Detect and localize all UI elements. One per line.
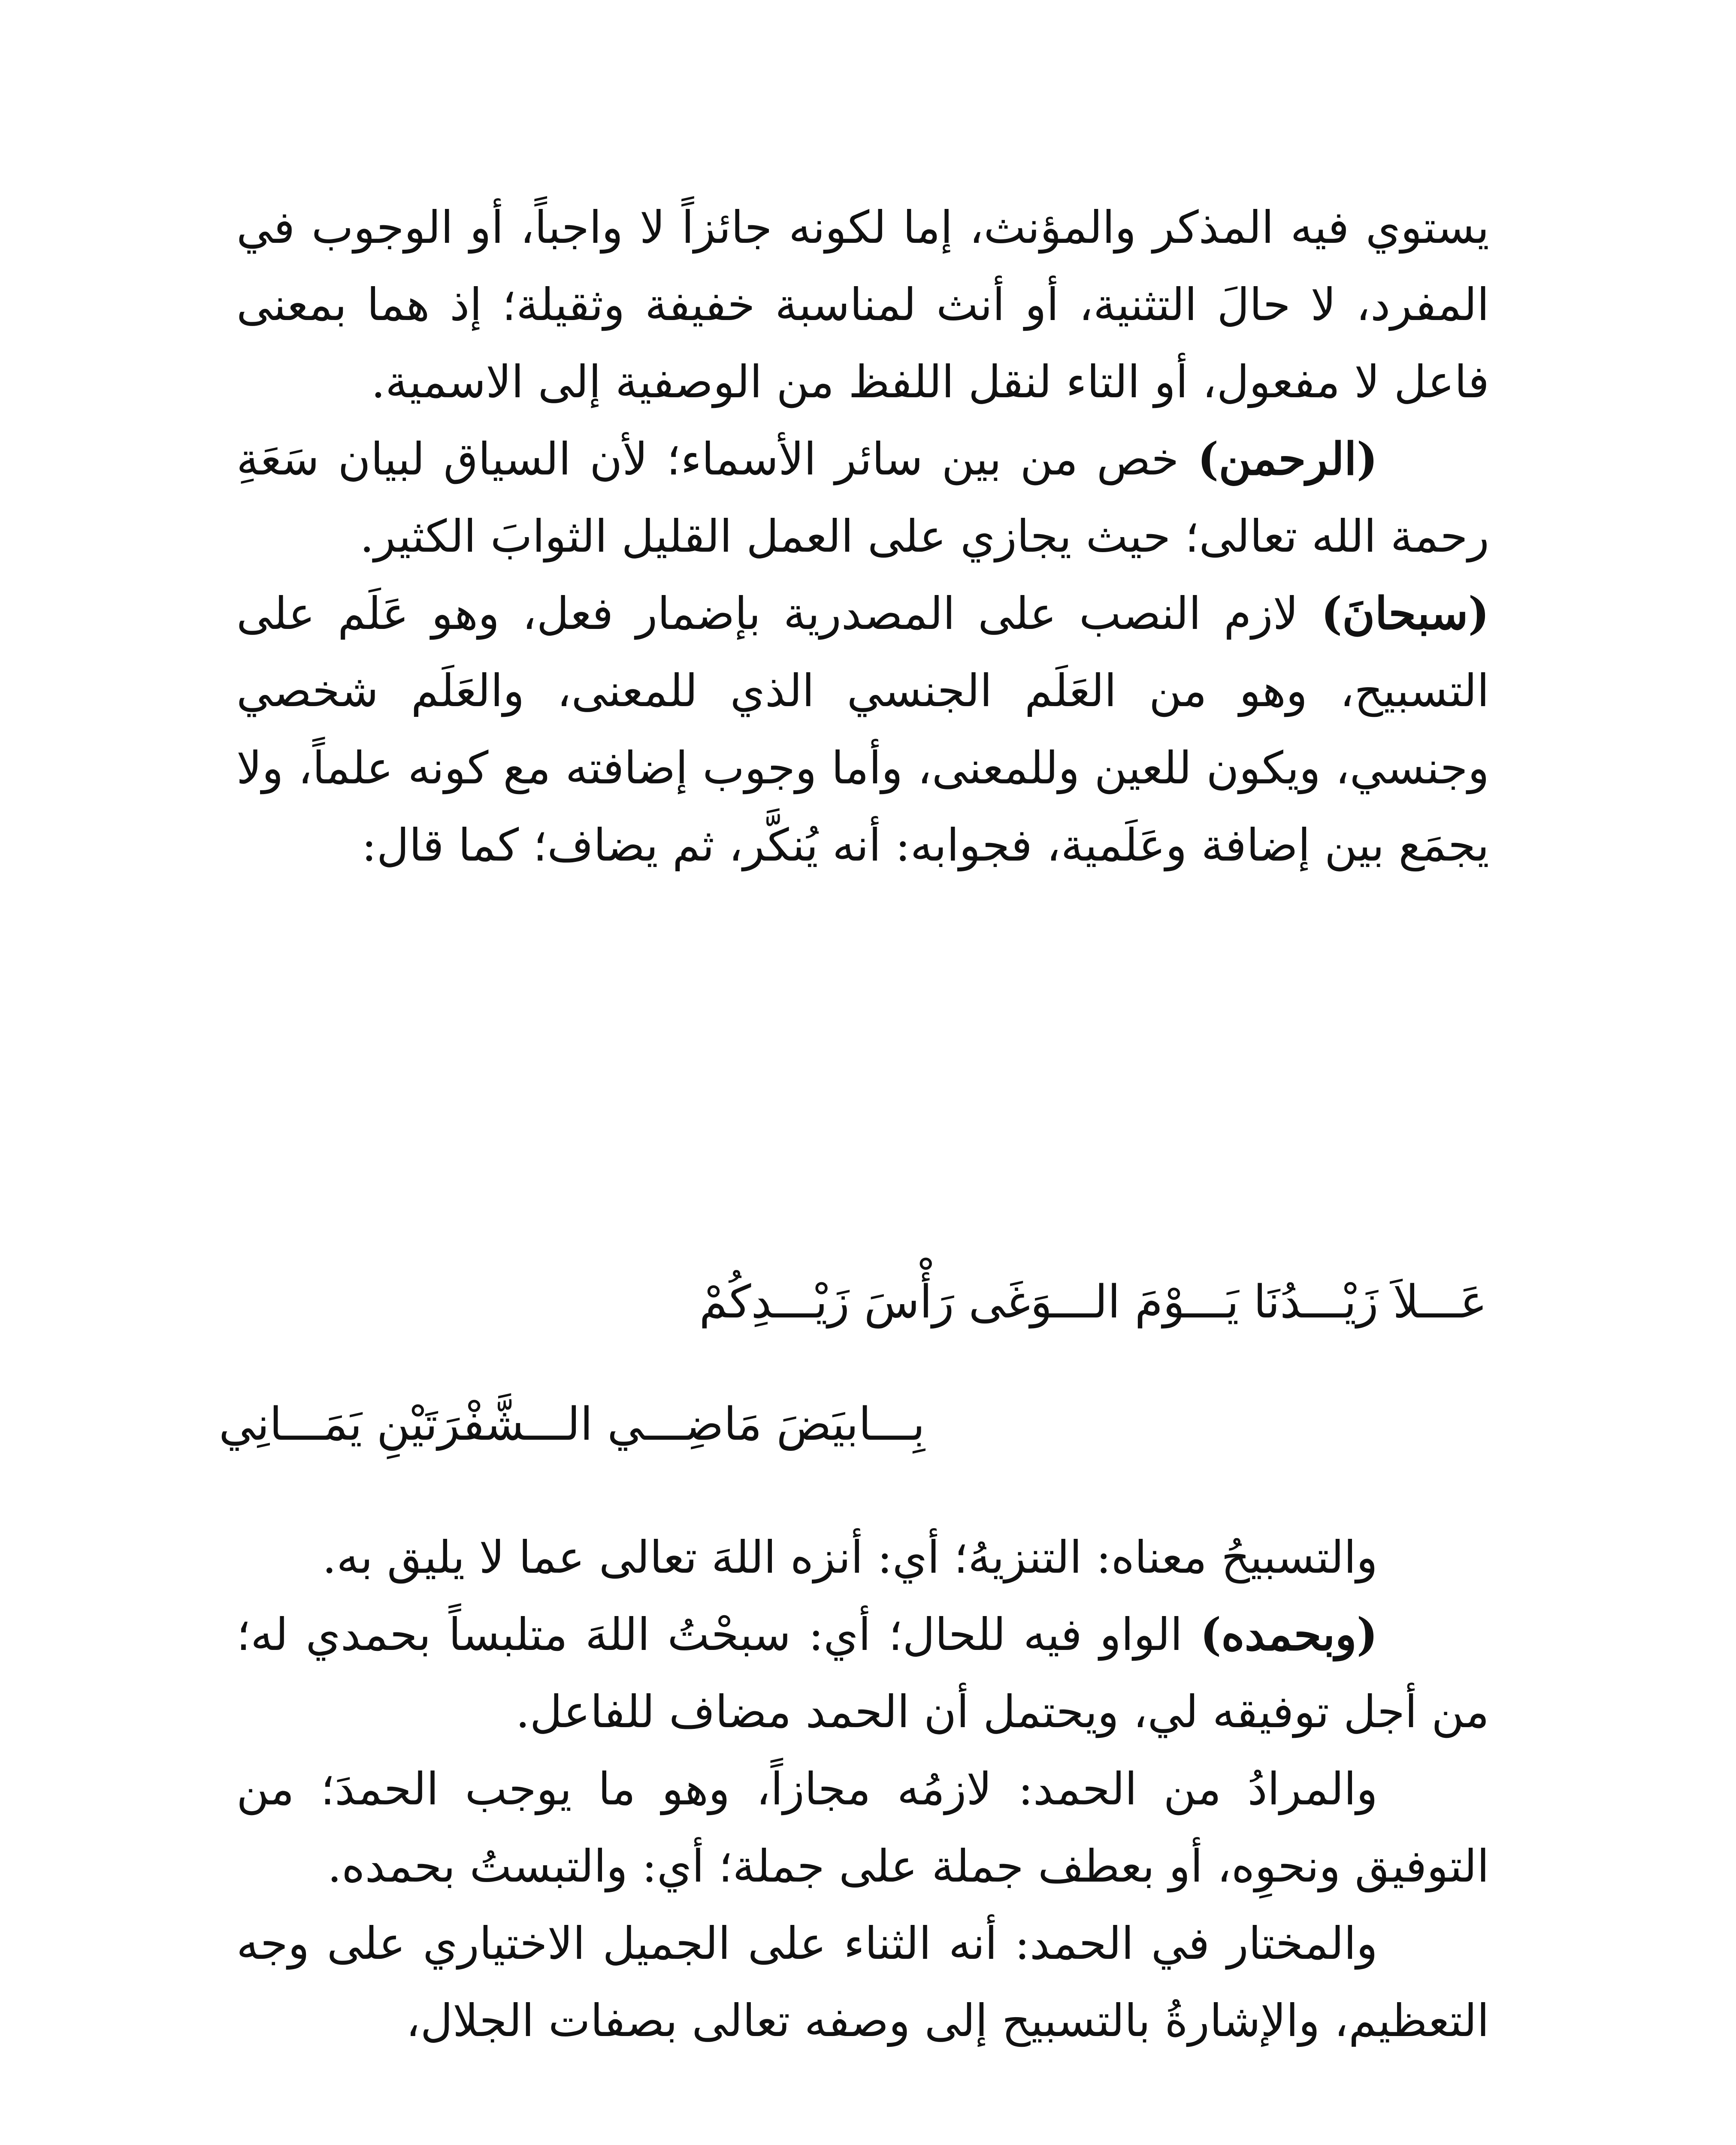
term-rahman: (الرحمن) bbox=[1198, 432, 1378, 485]
paragraph-rahman-text: خص من بين سائر الأسماء؛ لأن السياق لبيان سَعَةِ رحمة الله تعالى؛ حيث يجازي على العمل القليل الثوابَ الكثير. bbox=[236, 433, 1489, 562]
paragraph-mukhtar-text: والمختار في الحمد: أنه الثناء على الجميل الاختياري على وجه التعظيم، والإشارةُ بالتسبيح إلى وصفه تعالى بصفات الجلال، bbox=[236, 1917, 1489, 2047]
term-subhan: (سبحانَ) bbox=[1321, 587, 1489, 640]
poem-line-1: عَـــلاَ زَيْـــدُنَا يَـــوْمَ الـــوَغَى رَأْسَ زَيْـــدِكُمْ bbox=[699, 1275, 1487, 1328]
paragraph-1 bbox=[236, 189, 1489, 420]
paragraph-rahman bbox=[236, 420, 1489, 575]
paragraph-tasbih-text: والتسبيحُ معناه: التنزيهُ؛ أي: أنزه اللهَ تعالى عما لا يليق به. bbox=[322, 1531, 1378, 1583]
paragraph-murad bbox=[236, 1750, 1489, 1905]
paragraph-murad-text: والمرادُ من الحمد: لازمُه مجازاً، وهو ما يوجب الحمدَ؛ من التوفيق ونحوِه، أو بعطف جملة على جملة؛ أي: والتبستُ بحمده. bbox=[236, 1763, 1489, 1892]
body-text-bottom bbox=[236, 1519, 1489, 2059]
paragraph-subhan-text: لازم النصب على المصدرية بإضمار فعل، وهو عَلَم على التسبيح، وهو من العَلَم الجنسي الذي للمعنى، والعَلَم شخصي وجنسي، ويكون للعين وللمعنى، وأما وجوب إضافته مع كونه علماً، ولا يجمَع بين إضافة وعَلَمية، فجوابه: أنه يُنكَّر، ثم يضاف؛ كما قال: bbox=[236, 587, 1489, 871]
paragraph-tasbih bbox=[236, 1519, 1489, 1596]
paragraph-bihamdihi-text: الواو فيه للحال؛ أي: سبحْتُ اللهَ متلبساً بحمدي له؛ من أجل توفيقه لي، ويحتمل أن الحمد مضاف للفاعل. bbox=[236, 1608, 1489, 1738]
body-text-top bbox=[236, 189, 1489, 884]
term-bihamdihi: (وبحمده) bbox=[1200, 1608, 1378, 1661]
paragraph-mukhtar bbox=[236, 1905, 1489, 2059]
paragraph-1-text: يستوي فيه المذكر والمؤنث، إما لكونه جائزاً لا واجباً، أو الوجوب في المفرد، لا حالَ التثنية، أو أنث لمناسبة خفيفة وثقيلة؛ إذ هما بمعنى فاعل لا مفعول، أو التاء لنقل اللفظ من الوصفية إلى الاسمية. bbox=[236, 201, 1489, 408]
paragraph-bihamdihi bbox=[236, 1596, 1489, 1750]
poem-line-2: بِـــابيَضَ مَاضِـــي الـــشَّفْرَتَيْنِ يَمَـــانِي bbox=[219, 1398, 925, 1450]
paragraph-subhan bbox=[236, 575, 1489, 884]
